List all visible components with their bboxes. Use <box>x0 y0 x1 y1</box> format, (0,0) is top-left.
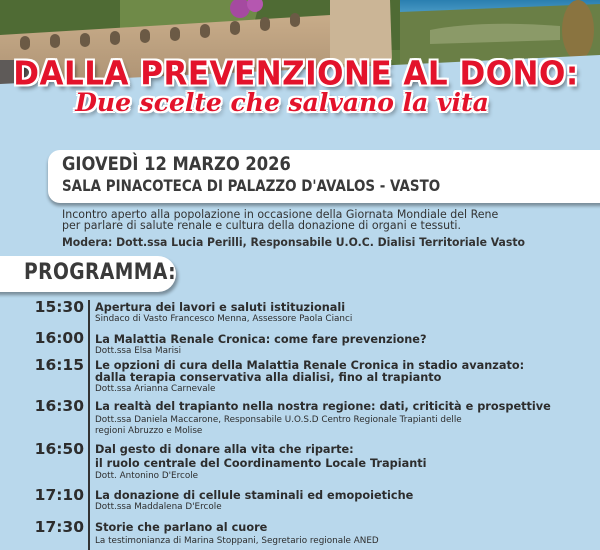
program-item-content <box>95 302 595 325</box>
event-title <box>0 56 600 117</box>
program-title: La donazione di cellule staminali ed emopoietiche <box>95 489 414 502</box>
program-time: 16:15 <box>34 356 84 374</box>
program-item-content <box>95 522 595 547</box>
event-venue: SALA PINACOTECA DI PALAZZO D'AVALOS - VASTO <box>62 176 441 195</box>
event-intro <box>62 209 594 231</box>
program-item-content <box>95 401 595 436</box>
program-speaker: Dott. Antonino D'Ercole <box>95 471 199 481</box>
event-date: GIOVEDÌ 12 MARZO 2026 <box>62 153 291 175</box>
program-time: 16:30 <box>34 397 84 415</box>
program-speaker: La testimonianza di Marina Stoppani, Segretario regionale ANED <box>95 536 379 546</box>
intro-line: per parlare di salute renale e cultura della donazione di organi e tessuti. <box>62 219 461 232</box>
program-speaker: regioni Abruzzo e Molise <box>95 425 203 436</box>
program-speaker: Dott.ssa Maddalena D'Ercole <box>95 502 222 512</box>
moderator: Modera: Dott.ssa Lucia Perilli, Responsabile U.O.C. Dialisi Territoriale Vasto <box>62 236 525 249</box>
program-title: dalla terapia conservativa alla dialisi, fino al trapianto <box>95 371 442 384</box>
program-speaker: Sindaco di Vasto Francesco Menna, Assessore Paola Cianci <box>95 314 353 324</box>
program-item-content <box>95 360 595 395</box>
program-title: Dal gesto di donare alla vita che riparte: <box>95 443 354 456</box>
program-time: 16:00 <box>34 329 84 347</box>
timeline-divider <box>88 300 90 550</box>
title-subtitle: Due scelte che salvano la vita <box>75 88 489 117</box>
program-title: La realtà del trapianto nella nostra regione: dati, criticità e prospettive <box>95 400 551 413</box>
program-item-content <box>95 443 595 482</box>
program-item-content <box>95 334 595 357</box>
program-title: il ruolo centrale del Coordinamento Locale Trapianti <box>95 457 427 470</box>
title-main: DALLA PREVENZIONE AL DONO: <box>13 55 579 93</box>
program-time: 17:30 <box>34 518 84 536</box>
program-time: 15:30 <box>34 298 84 316</box>
program-heading: PROGRAMMA: <box>24 260 176 285</box>
program-time: 17:10 <box>34 486 84 504</box>
program-title: Storie che parlano al cuore <box>95 521 268 534</box>
program-title: Apertura dei lavori e saluti istituzionali <box>95 301 346 314</box>
intro-line: Incontro aperto alla popolazione in occasione della Giornata Mondiale del Rene <box>62 208 499 221</box>
program-speaker: Dott.ssa Daniela Maccarone, Responsabile U.O.S.D Centro Regionale Trapianti delle <box>95 415 462 425</box>
program-speaker: Dott.ssa Elsa Marisi <box>95 346 182 356</box>
program-time: 16:50 <box>34 440 84 458</box>
program-speaker: Dott.ssa Arianna Carnevale <box>95 384 216 394</box>
program-title: La Malattia Renale Cronica: come fare prevenzione? <box>95 333 427 346</box>
program-title: Le opzioni di cura della Malattia Renale Cronica in stadio avanzato: <box>95 359 525 372</box>
program-item-content <box>95 490 595 513</box>
